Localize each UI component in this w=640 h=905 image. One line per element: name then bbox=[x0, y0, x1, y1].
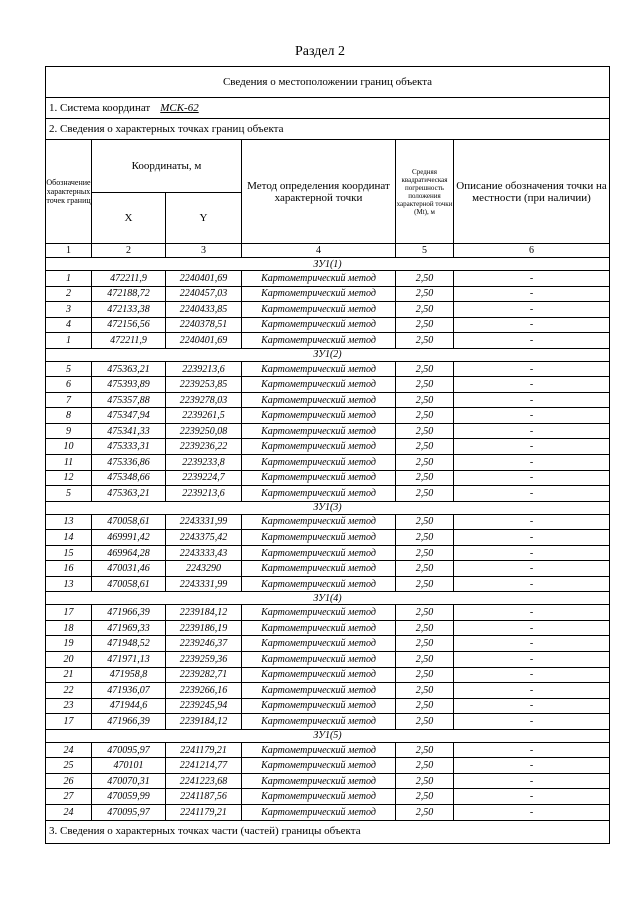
method: Картометрический метод bbox=[242, 714, 396, 730]
error: 2,50 bbox=[396, 758, 454, 774]
description: - bbox=[454, 804, 610, 820]
coord-y: 2239213,6 bbox=[166, 361, 242, 377]
method: Картометрический метод bbox=[242, 286, 396, 302]
coord-y: 2241187,56 bbox=[166, 789, 242, 805]
error: 2,50 bbox=[396, 742, 454, 758]
coord-x: 471948,52 bbox=[92, 636, 166, 652]
description: - bbox=[454, 408, 610, 424]
column-numbers-row bbox=[46, 244, 610, 258]
point-id: 23 bbox=[46, 698, 92, 714]
method: Картометрический метод bbox=[242, 561, 396, 577]
point-id: 1 bbox=[46, 333, 92, 349]
description: - bbox=[454, 392, 610, 408]
point-id: 24 bbox=[46, 742, 92, 758]
table-row bbox=[46, 408, 610, 424]
coord-x: 471969,33 bbox=[92, 620, 166, 636]
error: 2,50 bbox=[396, 667, 454, 683]
coord-y: 2239236,22 bbox=[166, 439, 242, 455]
table-row bbox=[46, 683, 610, 699]
error: 2,50 bbox=[396, 605, 454, 621]
table-row bbox=[46, 455, 610, 471]
description: - bbox=[454, 317, 610, 333]
group-name: ЗУ1(1) bbox=[46, 258, 610, 271]
method: Картометрический метод bbox=[242, 408, 396, 424]
table-row bbox=[46, 486, 610, 502]
error: 2,50 bbox=[396, 486, 454, 502]
coord-x: 472133,38 bbox=[92, 302, 166, 318]
point-id: 5 bbox=[46, 486, 92, 502]
point-id: 6 bbox=[46, 377, 92, 393]
method: Картометрический метод bbox=[242, 652, 396, 668]
error: 2,50 bbox=[396, 439, 454, 455]
coord-y: 2239266,16 bbox=[166, 683, 242, 699]
coord-x: 470059,99 bbox=[92, 789, 166, 805]
description: - bbox=[454, 789, 610, 805]
coord-y: 2239250,08 bbox=[166, 423, 242, 439]
error: 2,50 bbox=[396, 361, 454, 377]
coord-x: 470058,61 bbox=[92, 576, 166, 592]
coord-y: 2239259,36 bbox=[166, 652, 242, 668]
table-row bbox=[46, 804, 610, 820]
header-x: X bbox=[92, 193, 166, 244]
table-row bbox=[46, 605, 610, 621]
coord-system-row bbox=[46, 98, 610, 119]
coord-y: 2240378,51 bbox=[166, 317, 242, 333]
point-id: 25 bbox=[46, 758, 92, 774]
method: Картометрический метод bbox=[242, 470, 396, 486]
header-error: Средняя квадратическая погрешность положения характерной точки (Mt), м bbox=[396, 140, 454, 244]
table-row bbox=[46, 530, 610, 546]
coord-y: 2243375,42 bbox=[166, 530, 242, 546]
description: - bbox=[454, 683, 610, 699]
point-id: 16 bbox=[46, 561, 92, 577]
description: - bbox=[454, 576, 610, 592]
coord-y: 2243290 bbox=[166, 561, 242, 577]
description: - bbox=[454, 561, 610, 577]
coord-x: 475348,66 bbox=[92, 470, 166, 486]
coord-x: 471966,39 bbox=[92, 605, 166, 621]
table-row bbox=[46, 742, 610, 758]
point-id: 24 bbox=[46, 804, 92, 820]
error: 2,50 bbox=[396, 561, 454, 577]
description: - bbox=[454, 714, 610, 730]
coord-y: 2241179,21 bbox=[166, 742, 242, 758]
method: Картометрический метод bbox=[242, 804, 396, 820]
coord-y: 2243331,99 bbox=[166, 514, 242, 530]
coord-x: 471971,13 bbox=[92, 652, 166, 668]
coord-x: 470031,46 bbox=[92, 561, 166, 577]
coord-y: 2241179,21 bbox=[166, 804, 242, 820]
coord-y: 2240433,85 bbox=[166, 302, 242, 318]
coord-y: 2241223,68 bbox=[166, 773, 242, 789]
error: 2,50 bbox=[396, 514, 454, 530]
description: - bbox=[454, 652, 610, 668]
method: Картометрический метод bbox=[242, 486, 396, 502]
error: 2,50 bbox=[396, 530, 454, 546]
header-desc: Описание обозначения точки на местности (при наличии) bbox=[454, 140, 610, 244]
method: Картометрический метод bbox=[242, 377, 396, 393]
error: 2,50 bbox=[396, 423, 454, 439]
coord-x: 475336,86 bbox=[92, 455, 166, 471]
table-row bbox=[46, 286, 610, 302]
description: - bbox=[454, 439, 610, 455]
point-id: 22 bbox=[46, 683, 92, 699]
table-row bbox=[46, 514, 610, 530]
point-id: 4 bbox=[46, 317, 92, 333]
description: - bbox=[454, 377, 610, 393]
coord-y: 2239278,03 bbox=[166, 392, 242, 408]
description: - bbox=[454, 486, 610, 502]
point-id: 18 bbox=[46, 620, 92, 636]
coord-x: 472211,9 bbox=[92, 271, 166, 287]
table-row bbox=[46, 576, 610, 592]
method: Картометрический метод bbox=[242, 271, 396, 287]
point-id: 20 bbox=[46, 652, 92, 668]
boundary-table bbox=[45, 66, 610, 844]
column-number: 4 bbox=[242, 244, 396, 258]
coord-x: 475357,88 bbox=[92, 392, 166, 408]
coord-system-label: 1. Система координат bbox=[49, 101, 151, 114]
error: 2,50 bbox=[396, 333, 454, 349]
coord-x: 471958,8 bbox=[92, 667, 166, 683]
table-row bbox=[46, 667, 610, 683]
coord-x: 472211,9 bbox=[92, 333, 166, 349]
error: 2,50 bbox=[396, 773, 454, 789]
error: 2,50 bbox=[396, 652, 454, 668]
error: 2,50 bbox=[396, 408, 454, 424]
error: 2,50 bbox=[396, 470, 454, 486]
column-number: 3 bbox=[166, 244, 242, 258]
coord-x: 475341,33 bbox=[92, 423, 166, 439]
point-id: 19 bbox=[46, 636, 92, 652]
method: Картометрический метод bbox=[242, 439, 396, 455]
method: Картометрический метод bbox=[242, 423, 396, 439]
parts-caption: 3. Сведения о характерных точках части (частей) границы объекта bbox=[46, 820, 610, 843]
description: - bbox=[454, 605, 610, 621]
coord-x: 475333,31 bbox=[92, 439, 166, 455]
description: - bbox=[454, 698, 610, 714]
point-id: 2 bbox=[46, 286, 92, 302]
coord-y: 2240401,69 bbox=[166, 271, 242, 287]
coord-x: 471936,07 bbox=[92, 683, 166, 699]
coord-y: 2243331,99 bbox=[166, 576, 242, 592]
method: Картометрический метод bbox=[242, 605, 396, 621]
error: 2,50 bbox=[396, 392, 454, 408]
description: - bbox=[454, 333, 610, 349]
table-row bbox=[46, 470, 610, 486]
group-row bbox=[46, 592, 610, 605]
error: 2,50 bbox=[396, 455, 454, 471]
column-number: 1 bbox=[46, 244, 92, 258]
description: - bbox=[454, 302, 610, 318]
point-id: 17 bbox=[46, 714, 92, 730]
table-row bbox=[46, 758, 610, 774]
coord-y: 2239253,85 bbox=[166, 377, 242, 393]
coord-x: 470095,97 bbox=[92, 742, 166, 758]
coord-x: 472188,72 bbox=[92, 286, 166, 302]
description: - bbox=[454, 423, 610, 439]
header-point: Обозначение характерных точек границ bbox=[46, 140, 92, 244]
error: 2,50 bbox=[396, 683, 454, 699]
coord-y: 2239282,71 bbox=[166, 667, 242, 683]
method: Картометрический метод bbox=[242, 636, 396, 652]
error: 2,50 bbox=[396, 714, 454, 730]
point-id: 27 bbox=[46, 789, 92, 805]
description: - bbox=[454, 545, 610, 561]
coord-x: 470101 bbox=[92, 758, 166, 774]
header-coords: Координаты, м bbox=[92, 140, 242, 193]
group-row bbox=[46, 258, 610, 271]
description: - bbox=[454, 271, 610, 287]
description: - bbox=[454, 530, 610, 546]
method: Картометрический метод bbox=[242, 302, 396, 318]
method: Картометрический метод bbox=[242, 773, 396, 789]
group-name: ЗУ1(2) bbox=[46, 348, 610, 361]
column-number: 2 bbox=[92, 244, 166, 258]
coord-y: 2239184,12 bbox=[166, 605, 242, 621]
table-row bbox=[46, 789, 610, 805]
table-row bbox=[46, 392, 610, 408]
error: 2,50 bbox=[396, 271, 454, 287]
column-number: 5 bbox=[396, 244, 454, 258]
group-name: ЗУ1(3) bbox=[46, 501, 610, 514]
coord-x: 471944,6 bbox=[92, 698, 166, 714]
group-name: ЗУ1(5) bbox=[46, 729, 610, 742]
method: Картометрический метод bbox=[242, 361, 396, 377]
description: - bbox=[454, 455, 610, 471]
coord-x: 475393,89 bbox=[92, 377, 166, 393]
coord-y: 2239184,12 bbox=[166, 714, 242, 730]
method: Картометрический метод bbox=[242, 545, 396, 561]
method: Картометрический метод bbox=[242, 392, 396, 408]
points-caption: 2. Сведения о характерных точках границ объекта bbox=[46, 119, 610, 140]
group-row bbox=[46, 348, 610, 361]
table-row bbox=[46, 361, 610, 377]
method: Картометрический метод bbox=[242, 576, 396, 592]
table-row bbox=[46, 271, 610, 287]
coord-system-value: МСК-62 bbox=[160, 101, 199, 114]
coord-y: 2239246,37 bbox=[166, 636, 242, 652]
description: - bbox=[454, 361, 610, 377]
description: - bbox=[454, 667, 610, 683]
error: 2,50 bbox=[396, 804, 454, 820]
point-id: 14 bbox=[46, 530, 92, 546]
description: - bbox=[454, 758, 610, 774]
table-row bbox=[46, 545, 610, 561]
coord-y: 2241214,77 bbox=[166, 758, 242, 774]
coord-x: 472156,56 bbox=[92, 317, 166, 333]
header-y: Y bbox=[166, 193, 242, 244]
error: 2,50 bbox=[396, 302, 454, 318]
method: Картометрический метод bbox=[242, 530, 396, 546]
description: - bbox=[454, 636, 610, 652]
column-number: 6 bbox=[454, 244, 610, 258]
point-id: 17 bbox=[46, 605, 92, 621]
method: Картометрический метод bbox=[242, 758, 396, 774]
description: - bbox=[454, 742, 610, 758]
table-row bbox=[46, 423, 610, 439]
method: Картометрический метод bbox=[242, 789, 396, 805]
group-row bbox=[46, 501, 610, 514]
point-id: 5 bbox=[46, 361, 92, 377]
coord-x: 475363,21 bbox=[92, 361, 166, 377]
coord-x: 469964,28 bbox=[92, 545, 166, 561]
coord-x: 470070,31 bbox=[92, 773, 166, 789]
coord-x: 470095,97 bbox=[92, 804, 166, 820]
table-row bbox=[46, 561, 610, 577]
error: 2,50 bbox=[396, 789, 454, 805]
table-row bbox=[46, 636, 610, 652]
coord-x: 475347,94 bbox=[92, 408, 166, 424]
error: 2,50 bbox=[396, 698, 454, 714]
error: 2,50 bbox=[396, 286, 454, 302]
table-row bbox=[46, 714, 610, 730]
table-row bbox=[46, 317, 610, 333]
error: 2,50 bbox=[396, 636, 454, 652]
error: 2,50 bbox=[396, 545, 454, 561]
coord-y: 2239261,5 bbox=[166, 408, 242, 424]
table-row bbox=[46, 377, 610, 393]
coord-y: 2239213,6 bbox=[166, 486, 242, 502]
point-id: 10 bbox=[46, 439, 92, 455]
group-name: ЗУ1(4) bbox=[46, 592, 610, 605]
method: Картометрический метод bbox=[242, 667, 396, 683]
point-id: 21 bbox=[46, 667, 92, 683]
coord-y: 2239245,94 bbox=[166, 698, 242, 714]
table-row bbox=[46, 698, 610, 714]
table-caption: Сведения о местоположении границ объекта bbox=[46, 67, 610, 98]
method: Картометрический метод bbox=[242, 620, 396, 636]
method: Картометрический метод bbox=[242, 333, 396, 349]
point-id: 11 bbox=[46, 455, 92, 471]
coord-y: 2243333,43 bbox=[166, 545, 242, 561]
table-row bbox=[46, 620, 610, 636]
method: Картометрический метод bbox=[242, 698, 396, 714]
table-row bbox=[46, 333, 610, 349]
point-id: 13 bbox=[46, 514, 92, 530]
error: 2,50 bbox=[396, 620, 454, 636]
error: 2,50 bbox=[396, 317, 454, 333]
point-id: 12 bbox=[46, 470, 92, 486]
section-title: Раздел 2 bbox=[294, 44, 346, 59]
error: 2,50 bbox=[396, 576, 454, 592]
point-id: 9 bbox=[46, 423, 92, 439]
point-id: 15 bbox=[46, 545, 92, 561]
group-row bbox=[46, 729, 610, 742]
method: Картометрический метод bbox=[242, 683, 396, 699]
coord-y: 2240457,03 bbox=[166, 286, 242, 302]
coord-x: 471966,39 bbox=[92, 714, 166, 730]
coord-y: 2240401,69 bbox=[166, 333, 242, 349]
point-id: 3 bbox=[46, 302, 92, 318]
table-row bbox=[46, 773, 610, 789]
description: - bbox=[454, 514, 610, 530]
description: - bbox=[454, 773, 610, 789]
method: Картометрический метод bbox=[242, 455, 396, 471]
point-id: 13 bbox=[46, 576, 92, 592]
header-method: Метод определения координат характерной точки bbox=[242, 140, 396, 244]
description: - bbox=[454, 286, 610, 302]
error: 2,50 bbox=[396, 377, 454, 393]
table-row bbox=[46, 302, 610, 318]
point-id: 8 bbox=[46, 408, 92, 424]
coord-x: 470058,61 bbox=[92, 514, 166, 530]
coord-y: 2239224,7 bbox=[166, 470, 242, 486]
coord-y: 2239233,8 bbox=[166, 455, 242, 471]
method: Картометрический метод bbox=[242, 514, 396, 530]
point-id: 7 bbox=[46, 392, 92, 408]
point-id: 1 bbox=[46, 271, 92, 287]
table-row bbox=[46, 439, 610, 455]
coord-x: 469991,42 bbox=[92, 530, 166, 546]
point-id: 26 bbox=[46, 773, 92, 789]
method: Картометрический метод bbox=[242, 317, 396, 333]
coord-x: 475363,21 bbox=[92, 486, 166, 502]
description: - bbox=[454, 620, 610, 636]
table-row bbox=[46, 652, 610, 668]
coord-y: 2239186,19 bbox=[166, 620, 242, 636]
description: - bbox=[454, 470, 610, 486]
method: Картометрический метод bbox=[242, 742, 396, 758]
